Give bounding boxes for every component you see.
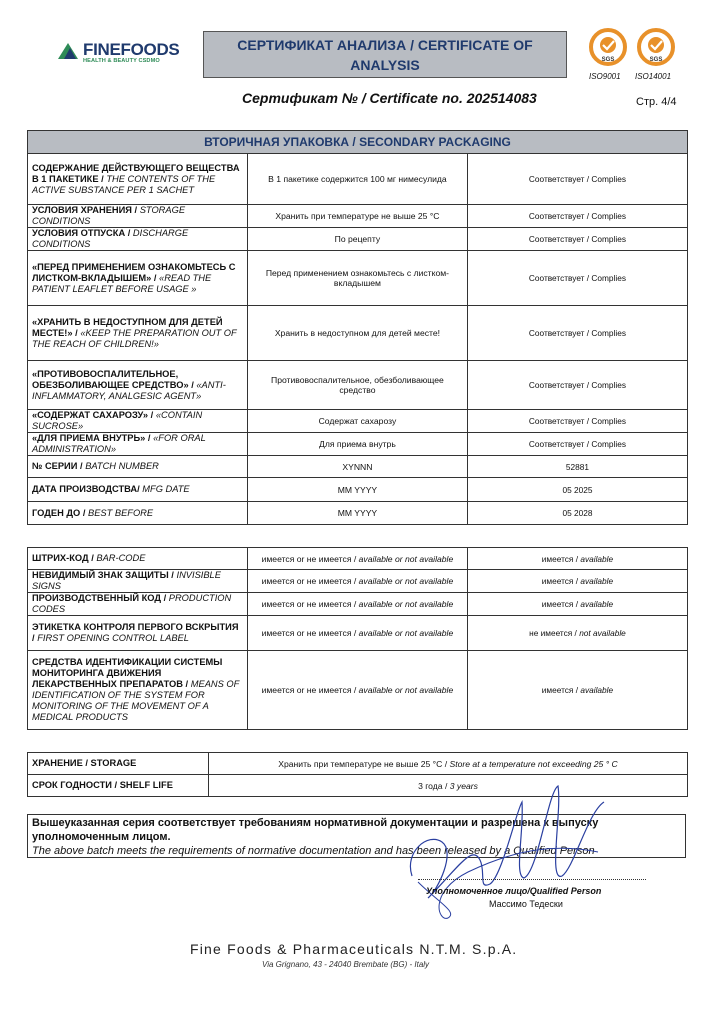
table-row — [28, 548, 688, 570]
table-row — [28, 570, 688, 593]
declaration-ru: Вышеуказанная серия соответствует требованиям нормативной документации и разрешена к выпуску уполномоченным лицом. — [32, 817, 599, 843]
title-line-2: ANALYSIS — [350, 56, 420, 73]
certificate-number: Сертификат № / Certificate no. 202514083 — [242, 90, 537, 106]
row-value: Перед применением ознакомьтесь с листком-вкладышем — [247, 251, 467, 306]
spacer-row — [28, 525, 688, 548]
row-value: Хранить в недоступном для детей месте! — [247, 306, 467, 361]
declaration-en: The above batch meets the requirements of normative documentation and has been released by a Qualified Person — [32, 845, 595, 857]
sgs-iso14001-seal-icon — [637, 28, 675, 66]
row-value: XYNNN — [247, 456, 467, 478]
row-label: № СЕРИИ / BATCH NUMBER — [28, 456, 248, 478]
row-result: имеется / available — [467, 593, 687, 616]
shelf-life-label: СРОК ГОДНОСТИ / SHELF LIFE — [28, 775, 209, 797]
row-result: 05 2025 — [467, 478, 687, 502]
svg-text:SGS: SGS — [649, 57, 663, 63]
table-row — [28, 154, 688, 205]
table-row — [28, 502, 688, 525]
sgs-iso9001-seal-icon — [589, 28, 627, 66]
qualified-person-name: Массимо Тедески — [489, 899, 563, 909]
qualified-person-title: Уполномоченное лицо/Qualified Person — [426, 886, 602, 896]
row-value: Противовоспалительное, обезболивающее средство — [247, 361, 467, 410]
page-number: Стр. 4/4 — [636, 96, 677, 108]
row-label: НЕВИДИМЫЙ ЗНАК ЗАЩИТЫ / INVISIBLE SIGNS — [28, 570, 248, 593]
row-result: 52881 — [467, 456, 687, 478]
table-row — [28, 361, 688, 410]
logo-subtitle: HEALTH & BEAUTY CSDMO — [83, 58, 160, 64]
table-row — [28, 205, 688, 228]
table-row — [28, 251, 688, 306]
row-label: «ПРОТИВОВОСПАЛИТЕЛЬНОЕ, ОБЕЗБОЛИВАЮЩЕЕ СРЕДСТВО» / «ANTI-INFLAMMATORY, ANALGESIC AGENT» — [28, 361, 248, 410]
table-row — [28, 616, 688, 651]
table-row — [28, 593, 688, 616]
row-label: «ПЕРЕД ПРИМЕНЕНИЕМ ОЗНАКОМЬТЕСЬ С ЛИСТКОМ-ВКЛАДЫШЕМ» / «READ THE PATIENT LEAFLET BEFORE USAGE » — [28, 251, 248, 306]
row-value: имеется or не имеется / available or not available — [247, 570, 467, 593]
row-result: Соответствует / Complies — [467, 251, 687, 306]
row-result: не имеется / not available — [467, 616, 687, 651]
row-result: Соответствует / Complies — [467, 361, 687, 410]
logo-name: FINEFOODS — [83, 40, 180, 59]
row-result: имеется / available — [467, 570, 687, 593]
footer-address: Via Grignano, 43 - 24040 Brembate (BG) - Italy — [262, 960, 430, 969]
iso14001-label: ISO14001 — [635, 72, 672, 81]
row-label: ШТРИХ-КОД / BAR-CODE — [28, 548, 248, 570]
iso9001-label: ISO9001 — [589, 72, 621, 81]
table-row — [28, 651, 688, 730]
row-value: Для приема внутрь — [247, 433, 467, 456]
row-label: СОДЕРЖАНИЕ ДЕЙСТВУЮЩЕГО ВЕЩЕСТВА В 1 ПАКЕТИКЕ / THE CONTENTS OF THE ACTIVE SUBSTANCE PER 1 SACHET — [28, 154, 248, 205]
row-value: имеется or не имеется / available or not available — [247, 651, 467, 730]
title-line-1: СЕРТИФИКАТ АНАЛИЗА / CERTIFICATE OF — [237, 36, 533, 53]
row-label: «ДЛЯ ПРИЕМА ВНУТРЬ» / «FOR ORAL ADMINISTRATION» — [28, 433, 248, 456]
row-value: В 1 пакетике содержится 100 мг нимесулида — [247, 154, 467, 205]
row-label: СРЕДСТВА ИДЕНТИФИКАЦИИ СИСТЕМЫ МОНИТОРИНГА ДВИЖЕНИЯ ЛЕКАРСТВЕННЫХ ПРЕПАРАТОВ / MEANS OF IDENTIFICATION OF THE SYSTEM FOR MONITORING OF THE MOVEMENT OF A MEDICAL PRODUCTS — [28, 651, 248, 730]
row-value: Содержат сахарозу — [247, 410, 467, 433]
shelf-life-value: 3 года / 3 years — [209, 775, 688, 797]
table-row — [28, 433, 688, 456]
row-value: MM YYYY — [247, 502, 467, 525]
row-result: Соответствует / Complies — [467, 228, 687, 251]
row-label: УСЛОВИЯ ОТПУСКА / DISCHARGE CONDITIONS — [28, 228, 248, 251]
table-row — [28, 410, 688, 433]
company-logo — [56, 40, 180, 70]
row-result: 05 2028 — [467, 502, 687, 525]
storage-value: Хранить при температуре не выше 25 °C / Store at a temperature not exceeding 25 ° C — [209, 753, 688, 775]
row-label: УСЛОВИЯ ХРАНЕНИЯ / STORAGE CONDITIONS — [28, 205, 248, 228]
table-row — [28, 478, 688, 502]
row-value: имеется or не имеется / available or not available — [247, 616, 467, 651]
row-value: имеется or не имеется / available or not available — [247, 593, 467, 616]
row-result: Соответствует / Complies — [467, 433, 687, 456]
document-title — [203, 31, 567, 78]
row-value: Хранить при температуре не выше 25 °C — [247, 205, 467, 228]
row-result: Соответствует / Complies — [467, 154, 687, 205]
row-value: По рецепту — [247, 228, 467, 251]
row-label: «ХРАНИТЬ В НЕДОСТУПНОМ ДЛЯ ДЕТЕЙ МЕСТЕ!» / «KEEP THE PREPARATION OUT OF THE REACH OF CHILDREN!» — [28, 306, 248, 361]
row-result: Соответствует / Complies — [467, 306, 687, 361]
row-result: Соответствует / Complies — [467, 205, 687, 228]
footer-company: Fine Foods & Pharmaceuticals N.T.M. S.p.A. — [190, 941, 518, 957]
row-value: MM YYYY — [247, 478, 467, 502]
row-result: имеется / available — [467, 651, 687, 730]
row-value: имеется or не имеется / available or not available — [247, 548, 467, 570]
row-label: ПРОИЗВОДСТВЕННЫЙ КОД / PRODUCTION CODES — [28, 593, 248, 616]
row-result: имеется / available — [467, 548, 687, 570]
signature-line — [418, 879, 646, 880]
finefoods-logo-icon — [56, 41, 80, 61]
secondary-packaging-table — [27, 130, 688, 730]
row-result: Соответствует / Complies — [467, 410, 687, 433]
svg-text:SGS: SGS — [601, 57, 615, 63]
row-label: ГОДЕН ДО / BEST BEFORE — [28, 502, 248, 525]
table-row — [28, 228, 688, 251]
row-label: «СОДЕРЖАТ САХАРОЗУ» / «CONTAIN SUCROSE» — [28, 410, 248, 433]
storage-label: ХРАНЕНИЕ / STORAGE — [28, 753, 209, 775]
row-label: ЭТИКЕТКА КОНТРОЛЯ ПЕРВОГО ВСКРЫТИЯ / FIRST OPENING CONTROL LABEL — [28, 616, 248, 651]
table-row — [28, 306, 688, 361]
row-label: ДАТА ПРОИЗВОДСТВА/ MFG DATE — [28, 478, 248, 502]
section-title: ВТОРИЧНАЯ УПАКОВКА / SECONDARY PACKAGING — [28, 131, 688, 154]
section-header-row — [28, 131, 688, 154]
table-row — [28, 456, 688, 478]
